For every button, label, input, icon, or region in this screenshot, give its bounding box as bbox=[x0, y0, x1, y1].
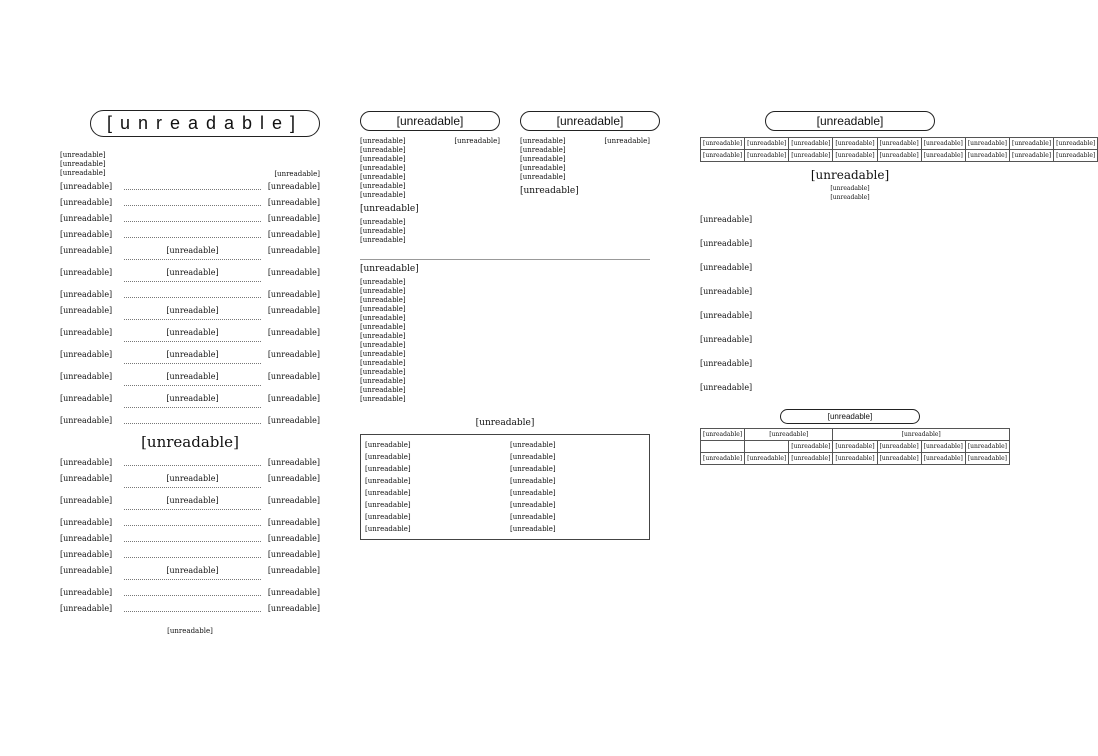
service-time-1: [unreadable] bbox=[60, 151, 106, 159]
order-label: [unreadable] bbox=[60, 416, 113, 425]
creed-line: [unreadable] bbox=[360, 359, 406, 367]
order-row bbox=[60, 195, 320, 211]
order-right: [unreadable] bbox=[267, 534, 320, 543]
order-row bbox=[60, 493, 320, 515]
order-right: [unreadable] bbox=[267, 518, 320, 527]
service-header-row bbox=[701, 429, 1010, 441]
order-label: [unreadable] bbox=[60, 588, 113, 597]
servant-entry: [unreadable] bbox=[365, 465, 411, 473]
newcomer-header-cell: [unreadable] bbox=[701, 138, 745, 150]
order-row bbox=[60, 601, 320, 617]
afternoon-meta bbox=[360, 137, 500, 146]
wednesday-order bbox=[520, 146, 650, 182]
afternoon-order-2 bbox=[360, 218, 500, 245]
order-label: [unreadable] bbox=[60, 328, 113, 337]
newcomer-cell: [unreadable] bbox=[745, 150, 789, 162]
prayer-scripture: [unreadable] bbox=[830, 194, 870, 201]
afternoon-order-item: [unreadable] bbox=[360, 173, 406, 181]
order-row bbox=[60, 227, 320, 243]
afternoon-order-item: [unreadable] bbox=[360, 227, 406, 235]
servant-entry: [unreadable] bbox=[510, 441, 556, 449]
creed-text bbox=[360, 278, 650, 404]
service-leader: [unreadable] bbox=[274, 170, 320, 178]
wednesday-meta bbox=[520, 137, 650, 146]
order-item bbox=[124, 547, 261, 558]
newcomer-cell: [unreadable] bbox=[833, 150, 877, 162]
order-row bbox=[60, 455, 320, 471]
order-right: [unreadable] bbox=[267, 458, 320, 467]
order-row bbox=[60, 413, 320, 429]
newcomer-table bbox=[700, 137, 1098, 162]
newcomer-cell: [unreadable] bbox=[1054, 150, 1098, 162]
creed-line: [unreadable] bbox=[360, 323, 406, 331]
newcomer-header-cell: [unreadable] bbox=[1054, 138, 1098, 150]
service-subheader-row bbox=[701, 441, 1010, 453]
prayer-item: [unreadable] bbox=[700, 383, 753, 392]
order-label: [unreadable] bbox=[60, 496, 113, 505]
prayer-subtitle: [unreadable] bbox=[830, 185, 870, 192]
servants-left bbox=[365, 439, 500, 535]
order-right: [unreadable] bbox=[267, 328, 320, 337]
service-header-cell: [unreadable] bbox=[833, 429, 1010, 441]
table-row bbox=[701, 453, 1010, 465]
servant-entry: [unreadable] bbox=[365, 453, 411, 461]
wednesday-order-item: [unreadable] bbox=[520, 164, 566, 172]
service-header-cell: [unreadable] bbox=[701, 429, 745, 441]
prayer-item: [unreadable] bbox=[700, 239, 753, 248]
order-item: [unreadable] bbox=[124, 347, 261, 364]
order-item: [unreadable] bbox=[124, 563, 261, 580]
service-committee-table bbox=[700, 428, 1010, 465]
order-right: [unreadable] bbox=[267, 290, 320, 299]
order-label: [unreadable] bbox=[60, 306, 113, 315]
afternoon-order-item: [unreadable] bbox=[360, 236, 406, 244]
afternoon-time: [unreadable] bbox=[360, 137, 406, 145]
order-item bbox=[124, 227, 261, 238]
servant-entry: [unreadable] bbox=[510, 525, 556, 533]
service-header-cell: [unreadable] bbox=[745, 429, 833, 441]
newcomer-header-cell: [unreadable] bbox=[789, 138, 833, 150]
service-subheader-cell: [unreadable] bbox=[877, 441, 921, 453]
afternoon-order-item: [unreadable] bbox=[360, 182, 406, 190]
newcomer-cell: [unreadable] bbox=[965, 150, 1009, 162]
order-label: [unreadable] bbox=[60, 198, 113, 207]
order-right: [unreadable] bbox=[267, 350, 320, 359]
creed-line: [unreadable] bbox=[360, 305, 406, 313]
sermon-title: [unreadable] bbox=[141, 433, 239, 451]
service-cell: [unreadable] bbox=[745, 453, 789, 465]
order-right: [unreadable] bbox=[267, 306, 320, 315]
order-item bbox=[124, 413, 261, 424]
afternoon-order-item: [unreadable] bbox=[360, 191, 406, 199]
order-label: [unreadable] bbox=[60, 604, 113, 613]
order-right: [unreadable] bbox=[267, 268, 320, 277]
service-cell: [unreadable] bbox=[921, 453, 965, 465]
order-label: [unreadable] bbox=[60, 182, 113, 191]
order-row bbox=[60, 211, 320, 227]
order-item bbox=[124, 531, 261, 542]
service-committee-title: [unreadable] bbox=[780, 409, 920, 424]
creed-title: [unreadable] bbox=[360, 264, 419, 274]
footer-note: [unreadable] bbox=[167, 627, 213, 635]
order-item bbox=[124, 195, 261, 206]
order-label: [unreadable] bbox=[60, 290, 113, 299]
service-cell: [unreadable] bbox=[965, 453, 1009, 465]
newcomer-cell: [unreadable] bbox=[1009, 150, 1053, 162]
service-subheader-cell: [unreadable] bbox=[833, 441, 877, 453]
afternoon-order-item: [unreadable] bbox=[360, 164, 406, 172]
order-item: [unreadable] bbox=[124, 325, 261, 342]
sunday-service-column bbox=[60, 110, 320, 636]
order-right: [unreadable] bbox=[267, 604, 320, 613]
prayer-item: [unreadable] bbox=[700, 311, 753, 320]
order-row bbox=[60, 391, 320, 413]
order-row bbox=[60, 531, 320, 547]
order-label: [unreadable] bbox=[60, 246, 113, 255]
afternoon-order-item: [unreadable] bbox=[360, 218, 406, 226]
order-right: [unreadable] bbox=[267, 246, 320, 255]
creed-line: [unreadable] bbox=[360, 314, 406, 322]
order-right: [unreadable] bbox=[267, 550, 320, 559]
order-label: [unreadable] bbox=[60, 550, 113, 559]
newcomer-header-cell: [unreadable] bbox=[921, 138, 965, 150]
order-item bbox=[124, 179, 261, 190]
newcomer-header-cell: [unreadable] bbox=[877, 138, 921, 150]
wednesday-order-item: [unreadable] bbox=[520, 155, 566, 163]
creed-line: [unreadable] bbox=[360, 278, 406, 286]
prayer-title: [unreadable] bbox=[810, 168, 890, 182]
creed-line: [unreadable] bbox=[360, 350, 406, 358]
newcomer-title: [unreadable] bbox=[765, 111, 935, 131]
service-subheader-cell: [unreadable] bbox=[965, 441, 1009, 453]
order-label: [unreadable] bbox=[60, 566, 113, 575]
servants-title: [unreadable] bbox=[475, 418, 535, 428]
afternoon-order bbox=[360, 146, 500, 200]
order-row bbox=[60, 325, 320, 347]
creed-line: [unreadable] bbox=[360, 368, 406, 376]
order-label: [unreadable] bbox=[60, 534, 113, 543]
order-row bbox=[60, 287, 320, 303]
newcomer-cell: [unreadable] bbox=[701, 150, 745, 162]
order-row bbox=[60, 179, 320, 195]
prayer-list bbox=[700, 212, 1000, 396]
order-label: [unreadable] bbox=[60, 268, 113, 277]
divider bbox=[360, 259, 650, 260]
service-subheader-cell bbox=[701, 441, 745, 453]
order-label: [unreadable] bbox=[60, 518, 113, 527]
order-item bbox=[124, 515, 261, 526]
service-time-2: [unreadable] bbox=[60, 160, 106, 168]
table-row bbox=[701, 150, 1098, 162]
newcomer-header-cell: [unreadable] bbox=[1009, 138, 1053, 150]
afternoon-and-wednesday-column bbox=[360, 110, 650, 540]
order-right: [unreadable] bbox=[267, 416, 320, 425]
order-row bbox=[60, 515, 320, 531]
order-item: [unreadable] bbox=[124, 391, 261, 408]
order-row bbox=[60, 563, 320, 585]
order-of-service-2 bbox=[60, 455, 320, 617]
creed-line: [unreadable] bbox=[360, 332, 406, 340]
order-row bbox=[60, 369, 320, 391]
order-label: [unreadable] bbox=[60, 372, 113, 381]
order-label: [unreadable] bbox=[60, 350, 113, 359]
prayer-item: [unreadable] bbox=[700, 287, 753, 296]
service-cell: [unreadable] bbox=[701, 453, 745, 465]
order-right: [unreadable] bbox=[267, 230, 320, 239]
servant-entry: [unreadable] bbox=[510, 477, 556, 485]
newcomer-and-prayer-column bbox=[700, 110, 1096, 465]
order-right: [unreadable] bbox=[267, 474, 320, 483]
servant-entry: [unreadable] bbox=[510, 453, 556, 461]
order-item: [unreadable] bbox=[124, 265, 261, 282]
creed-line: [unreadable] bbox=[360, 386, 406, 394]
order-item bbox=[124, 211, 261, 222]
creed-line: [unreadable] bbox=[360, 296, 406, 304]
service-subheader-cell: [unreadable] bbox=[921, 441, 965, 453]
order-label: [unreadable] bbox=[60, 458, 113, 467]
servants-box bbox=[360, 434, 650, 540]
order-label: [unreadable] bbox=[60, 230, 113, 239]
order-right: [unreadable] bbox=[267, 588, 320, 597]
order-right: [unreadable] bbox=[267, 198, 320, 207]
newcomer-header-cell: [unreadable] bbox=[965, 138, 1009, 150]
newcomer-header-cell: [unreadable] bbox=[745, 138, 789, 150]
newcomer-cell: [unreadable] bbox=[877, 150, 921, 162]
order-right: [unreadable] bbox=[267, 182, 320, 191]
afternoon-sermon: [unreadable] bbox=[360, 204, 419, 214]
wednesday-service bbox=[520, 110, 650, 245]
service-subheader-cell: [unreadable] bbox=[789, 441, 833, 453]
afternoon-service bbox=[360, 110, 500, 245]
order-item: [unreadable] bbox=[124, 303, 261, 320]
servant-entry: [unreadable] bbox=[510, 465, 556, 473]
servant-entry: [unreadable] bbox=[510, 501, 556, 509]
order-item: [unreadable] bbox=[124, 471, 261, 488]
servant-entry: [unreadable] bbox=[510, 513, 556, 521]
wednesday-order-item: [unreadable] bbox=[520, 146, 566, 154]
servant-entry: [unreadable] bbox=[510, 489, 556, 497]
servant-entry: [unreadable] bbox=[365, 489, 411, 497]
wednesday-time: [unreadable] bbox=[520, 137, 566, 145]
servant-entry: [unreadable] bbox=[365, 477, 411, 485]
service-cell: [unreadable] bbox=[833, 453, 877, 465]
wednesday-order-item: [unreadable] bbox=[520, 173, 566, 181]
order-of-service bbox=[60, 179, 320, 429]
service-committee-heading bbox=[700, 404, 1000, 424]
servants-right bbox=[510, 439, 645, 535]
order-item: [unreadable] bbox=[124, 243, 261, 260]
servant-entry: [unreadable] bbox=[365, 441, 411, 449]
service-subheader-cell bbox=[745, 441, 789, 453]
afternoon-service-title: [unreadable] bbox=[360, 111, 500, 131]
order-item bbox=[124, 601, 261, 612]
order-label: [unreadable] bbox=[60, 474, 113, 483]
wednesday-service-title: [unreadable] bbox=[520, 111, 660, 131]
prayer-item: [unreadable] bbox=[700, 263, 753, 272]
creed-line: [unreadable] bbox=[360, 395, 406, 403]
newcomer-cell: [unreadable] bbox=[921, 150, 965, 162]
creed-line: [unreadable] bbox=[360, 377, 406, 385]
order-right: [unreadable] bbox=[267, 394, 320, 403]
order-item: [unreadable] bbox=[124, 369, 261, 386]
afternoon-order-item: [unreadable] bbox=[360, 146, 406, 154]
wednesday-sermon: [unreadable] bbox=[520, 186, 579, 196]
newcomer-header-row bbox=[701, 138, 1098, 150]
order-label: [unreadable] bbox=[60, 214, 113, 223]
servant-entry: [unreadable] bbox=[365, 525, 411, 533]
prayer-item: [unreadable] bbox=[700, 359, 753, 368]
order-item: [unreadable] bbox=[124, 493, 261, 510]
newcomer-header-cell: [unreadable] bbox=[833, 138, 877, 150]
newcomer-cell: [unreadable] bbox=[789, 150, 833, 162]
prayer-item: [unreadable] bbox=[700, 335, 753, 344]
order-right: [unreadable] bbox=[267, 372, 320, 381]
order-row bbox=[60, 585, 320, 601]
sunday-service-title: [unreadable] bbox=[90, 110, 320, 137]
order-item bbox=[124, 455, 261, 466]
newcomer-heading-wrap bbox=[700, 110, 1000, 131]
wednesday-leader: [unreadable] bbox=[604, 137, 650, 145]
servant-entry: [unreadable] bbox=[365, 501, 411, 509]
order-right: [unreadable] bbox=[267, 566, 320, 575]
order-label: [unreadable] bbox=[60, 394, 113, 403]
afternoon-order-item: [unreadable] bbox=[360, 155, 406, 163]
order-right: [unreadable] bbox=[267, 496, 320, 505]
order-row bbox=[60, 347, 320, 369]
order-row bbox=[60, 303, 320, 325]
service-cell: [unreadable] bbox=[877, 453, 921, 465]
order-row bbox=[60, 547, 320, 563]
order-row bbox=[60, 243, 320, 265]
afternoon-leader: [unreadable] bbox=[454, 137, 500, 145]
order-right: [unreadable] bbox=[267, 214, 320, 223]
order-item bbox=[124, 585, 261, 596]
servant-entry: [unreadable] bbox=[365, 513, 411, 521]
prayer-item: [unreadable] bbox=[700, 215, 753, 224]
order-row bbox=[60, 265, 320, 287]
service-headers bbox=[360, 110, 650, 245]
order-item bbox=[124, 287, 261, 298]
service-cell: [unreadable] bbox=[789, 453, 833, 465]
creed-line: [unreadable] bbox=[360, 287, 406, 295]
creed-line: [unreadable] bbox=[360, 341, 406, 349]
service-time-3: [unreadable] bbox=[60, 169, 106, 177]
order-row bbox=[60, 471, 320, 493]
